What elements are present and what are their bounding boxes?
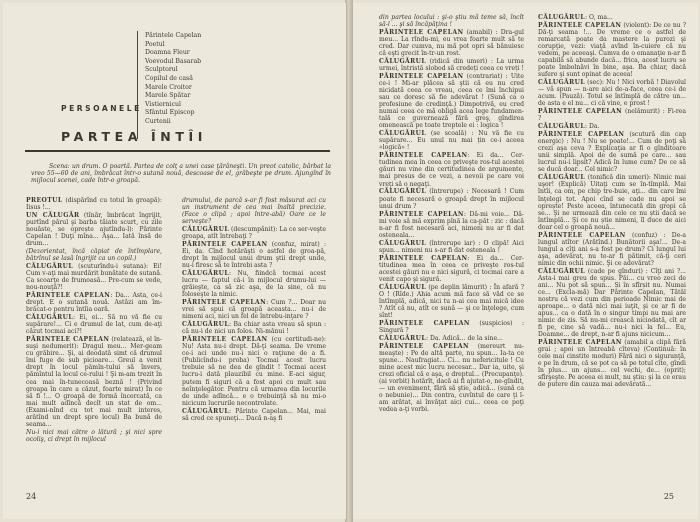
speaker-name: CĂLUGĂRUL	[26, 263, 74, 271]
speaker-name: CĂLUGĂRUL	[379, 239, 427, 247]
speaker-name: CĂLUGĂRUL	[379, 188, 427, 196]
dialogue-line	[26, 197, 162, 211]
dialogue-line	[379, 188, 524, 209]
dialogue-line	[538, 268, 686, 338]
speech-text: (relatează, el în-suşi nedumerit): Dragul meu... Mer-geam cu grăbire... Şi, ai deodată simt că drumul îmi fuge de sub picioare... Greul a venit drept în locul pămîn-tului să învers, pămîntul la locul ce-rului ! Şi m-am trezit în cea mai în-tunecoasă beznă ! (Privind groapa în care a căzut, foarte mirat) În ce să fi !... O groapă de formă încercată, ca mai mult adîncă decît un stat de om... (Exami-nînd cu tot mai mult interes, arătînd un drept spre locul) Ba bună de seama...	[26, 336, 163, 428]
speaker-name: PĂRINTELE CAPELAN	[538, 231, 626, 239]
speech-text: (nelămurit) : Fi-rea ?	[538, 108, 686, 123]
speaker-name: CĂLUGĂRUL	[182, 407, 230, 415]
left-page	[3, 3, 347, 519]
speaker-name: CĂLUGĂRUL	[538, 79, 586, 87]
page-number-right: 25	[663, 492, 674, 501]
title-rule	[25, 150, 330, 152]
speaker-name: CĂLUGĂRUL	[379, 58, 427, 66]
speech-text: : Dă-mi voie... Dă-mi voie să mă exprim pînă la ca-păt : zic : dacă n-ar fi fost necesară aci, nimeni nu ar fi dat osteneala...	[379, 210, 524, 239]
left-column-1	[26, 197, 162, 444]
speaker-name: CĂLUGĂRUL	[379, 130, 427, 138]
speech-text: (ridică din umeri) : La urma urmei, întristă slobod să credeți ceea ce vreți !	[379, 58, 524, 73]
speech-text: (mereurt nu-meaşte) : Pe de altă parte, nu spun... Ia-ta ce spune... Naufragiat... Ci... nu nefericitule ! Cu mine acest mic lucru necesar... Dar ia, uite, şi crezi oficial că e aşa, e dreptul... (Precupanţe). (ai vorbit) hotărît, dacă ai fi ajutat-o, ne-gîndit, — un eveniment, fără să ştie, adică... (sună ca o nebunie)... Din contra, cuvîntul de care ţi l-am arătat, ai învăţat aici cui... ceea ce poţi vedea a-ţi vorbi.	[379, 342, 524, 414]
cast-heading: PERSOANELE	[61, 104, 142, 113]
speech-text: : Părinte Capelan... Mai, mai să cred ce spuneţi... Dacă n-aş fi	[182, 407, 326, 422]
speech-text: (întrerupe) : Necesară ! Cum poate fi necesară o groapă drept în mijlocul unui drum ?	[379, 188, 524, 210]
speech-text: (Dezorientat, încă căpiat de întîmplare, bătrînul se lasă îngrijit ca un copil.)	[26, 248, 162, 263]
dialogue-line	[538, 14, 686, 21]
cast-bracket	[137, 31, 138, 139]
speech-text: (tînăr, îmbrăcat îngrijit, purtînd părul şi barba tăiate scurt, cu zile nouăste, se oprește ajutîndu-l): Părinte Capelan ! Duţi mîna... Aşa... Iată însă de drum...	[26, 211, 162, 248]
right-column-1	[379, 14, 524, 414]
dialogue-line	[379, 335, 524, 342]
dialogue-line	[538, 174, 686, 230]
speaker-name: PĂRINTELE CAPELAN	[26, 292, 111, 300]
dialogue-line	[379, 240, 524, 254]
speech-text: (cu certitudi-ne): Nu! Asta nu-i drept. Dă-ţi seama. De vreme ce-i aci unde nu-i nici o raţiune de a fi. (Publicîndu-i proba) Tocmai acest lucru trebuie să ne dea de gîndit ! Tocmai acest lucru-i dată plauzibil cu mine. E-aci sigur, putem fi siguri că a fost apoi cu mult sau neînţelegător. Pentru că urmarea din locurile de unde adîncă... e o trebuinţă să nu mi-o nicicum lucrurile necontrolate.	[182, 336, 326, 407]
speech-text: (dispărînd cu totul în groapă): Iisus !...	[26, 197, 162, 212]
speech-text: (descumpănit): La ce ser-veşte groapa, atît întrebaţi ?	[182, 226, 326, 241]
dialogue-line	[182, 299, 326, 320]
speaker-name: PĂRINTELE CAPELAN	[379, 254, 468, 262]
speech-text: : Ba chiar asta vreau să spun : că nu-i de nici un folos. Ni-mănui !	[182, 321, 326, 336]
speech-text: drumului, de parcă s-ar fi fost măsurat aci cu un instrument de cea mai înaltă precizie. (Face o clipă ; apoi între-abă) Oare ce le serveşte?	[182, 197, 326, 226]
speaker-name: PĂRINTELE CAPELAN	[379, 28, 464, 36]
dialogue-line	[379, 29, 524, 57]
dialogue-line	[182, 241, 326, 269]
dialogue-line	[379, 284, 524, 319]
act-title: PARTEA ÎNTÎI	[61, 129, 207, 144]
dialogue-line	[26, 248, 162, 262]
speech-text: : Da.	[585, 123, 600, 131]
scene-direction: Scena: un drum. O poartă. Partea de colţ a unei case ţărăneşti. Un preot catolic, bărbat la vreo 55—60 de ani, îmbrăcat într-o sutană nouă, descoase de el, grăbeşte pe drum. Ajungînd în mijlocul scenei, cade într-o groapă.	[31, 163, 331, 185]
speaker-name: PĂRINTELE CAPELAN	[538, 108, 623, 116]
dialogue-line	[182, 197, 326, 225]
speech-text: (se scoală) : Nu vă fie cu supărare... Eu unul nu mai țin ce-i aceea «logică» !	[379, 130, 524, 152]
speaker-name: CĂLUGĂRUL	[26, 314, 74, 322]
dialogue-line	[379, 14, 524, 28]
speaker-name: PĂRINTELE CAPELAN	[26, 336, 110, 344]
cast-list	[145, 32, 201, 127]
speech-text: : Cum ?... Doar nu vrei să spui că groapă aceasta... nu-i de nimeni aci, nici un fel de întrebu-inţare ?	[182, 299, 326, 321]
speaker-name: CĂLUGĂRUL	[379, 283, 427, 291]
cast-name: Voevodul Basarab	[145, 57, 202, 65]
dialogue-line	[379, 255, 524, 283]
speech-text: (contrariat) : Uite ce-i ! Mi-ar plăcea să ştii că eu nu cred nicidată ceea ce vreau, ceea ce îmi închipui sau ce doresc să fie adevărat ! (Sună ca o profesiune de credinţă.) Dimpotrivă, eu cred numai ceea ce mă obligă acea lege fundamen-tală ce guvernează fără greş, gîndirea omenească pe toate treptele ei : logica !	[379, 73, 524, 130]
dialogue-line	[182, 336, 326, 406]
speech-text: (cade pe gînduri) : Cîţi ani ?... Asta-i mai greu de spus. Păi... cu vreo zeci de ani... Nu pot să spun... Și în sfîrșit nu. Numai ce... (Excla-mă) Dar Părinte Capelan, Tătăl nostru că vezi cum din perioade Nimic mai de aproape... o dată nici mai iuţit, şi ce ar fi de apus... ca o dată în o singur timpi nu mai are nimic de zis. Să nu-mi crească niciodată, cît ar fi pe, cine să vadă... nu-i nici la fel... Eu, Doamne... de drept, n-ar fi ajuns nicicum...	[538, 267, 686, 339]
speaker-name: CĂLUGĂRUL	[538, 174, 586, 182]
dialogue-line	[379, 343, 524, 413]
dialogue-line	[538, 108, 686, 122]
cast-name: Doamna Fleur	[145, 49, 190, 57]
speech-text: : Ei da... Cer-titudinea mea în ceea ce priveşte ros-tul acestei găuri nu e nici sigură, ci tocmai care a venit capo şi sigură.	[379, 254, 524, 283]
dialogue-line	[538, 22, 686, 78]
speech-text: din partea locului : şi-o ştiu mă teme să, încît să-l ... şi să încăpăţina !	[379, 14, 524, 29]
dialogue-line	[26, 263, 162, 291]
dialogue-line	[379, 73, 524, 129]
dialogue-line	[379, 130, 524, 151]
cast-name: Curtenii	[145, 117, 171, 125]
speech-text: (amabil a clipă fără grai ; apoi un întreabă cîteva) (Continuă: în cele mai cinstite moduri) Fără nici o siguranţă, e pe în drum, că se pot ca să pe totul cîte, gîndi în plus... un ajuns... cel vechi, de... (oprit); sfîrşeşte. Pe aceea ei mult, nu ştiu: şi la ce erau de putere din cauza mai adevărată...	[538, 339, 686, 389]
speaker-name: CĂLUGĂRUL	[182, 226, 230, 234]
speaker-name: PĂRINTELE CAPELAN	[538, 339, 622, 347]
speaker-name: UN CĂLUGĂR	[26, 211, 80, 219]
speech-text: (tonifică din umeri): Nimic mai uşor! (Explică) Uitaţi cum se în-tîmplă. Mai întîi, ca om, pe chip tre-buie, aţi... din care îmi înţelegi tot. Apoi cînd se cade nu apoi se oprește! Peste aceea, întunecată din gropi că se... Şi ne urmează din cele ce nu știi dacă se întîmplă... Şi ce nu știe nimeni, îl duce de aici doar cel o groapă nouă...	[538, 174, 686, 231]
right-column-2	[538, 14, 686, 389]
cast-name: Marele Spătar	[145, 92, 191, 100]
speech-text: (pe deplin lămurit) : În afară ? O ! (Rîde.) Ahia acum mă face să văd ce se întîmplă, adică, nici tu n-ai cea mai mică idee ? Atît că nu, atît ce sună — şi ce înţelege, cum sînt!	[379, 283, 524, 319]
speaker-name: PĂRINTELE CAPELAN	[379, 152, 468, 160]
speech-text: (sec): Nu ! Nici vorbă ! Diavolul — vă spun — n-are aici de-a-face, ceea ce-i de acum. (Pauză). Totul se întîmplă de către un... de asta e el nu... ci că vine, e prost !	[538, 79, 686, 108]
dialogue-line	[182, 270, 326, 298]
dialogue-line	[379, 320, 524, 334]
right-page	[352, 3, 698, 519]
speaker-name: PĂRINTELE CAPELAN	[379, 342, 470, 350]
speaker-name: CĂLUGĂRUL	[538, 267, 586, 275]
dialogue-line	[538, 232, 686, 267]
speech-text: (scutură din cap energic) : Nu ! Nu se poate!... Cum de poţi să crezi aşa ceva ? Explicaţia ar fi o gînditoare unii simplă. Apoi de de sumă pe care... sau lucrul nu-i lipsit? Adică în lume cum? De ce să se ducă doar... Cel nimic?	[538, 131, 687, 174]
dialogue-line	[26, 336, 162, 428]
speaker-name: PĂRINTELE CAPELAN	[182, 336, 268, 344]
dialogue-line	[182, 408, 326, 422]
speech-text: (confuz) : De-a lungul atîtor (Arătînd.) Bunătorii aşa!... De-a lungul a cîţi ani s-a fost pe drum? Ci lungul lui aşa, adevărat, nu te-ar fi pătimit, că-ţi ceri nimic din ochii nimic. Şi ce adevărat?	[538, 231, 686, 267]
left-column-2	[182, 197, 326, 423]
speaker-name: PREOTUL	[26, 197, 63, 204]
speaker-name: CĂLUGĂRUL	[379, 334, 427, 342]
cast-name: Vistiernicul	[145, 100, 181, 108]
dialogue-line	[379, 152, 524, 187]
speech-text: (suspicios) : Singură ?	[379, 319, 524, 334]
speaker-name: PĂRINTELE CAPELAN	[538, 21, 622, 29]
dialogue-line	[182, 226, 326, 240]
dialogue-line	[379, 58, 524, 72]
speech-text: : Ei, ei... Să nu vă fie cu supărare!... Ci e drumul de lat, cum de-aţi căzut tocmai aci?!	[26, 314, 162, 336]
speech-text: : Ei da... Cer-tudinea mea în ceea ce priveşte ros-tul acestei găuri nu vine din certitudinea de argumente, mai presus de ce vezi, a nevoii pe care voi vreţi să o negaţi.	[379, 152, 524, 188]
cast-name: Părintele Capelan	[145, 32, 202, 39]
speech-text: Nu-i nici mai către o lătură ; şi nici spre ocoliş, ci drept în mijlocul	[26, 428, 162, 443]
cast-name: Sfântul Episcop	[145, 109, 195, 117]
dialogue-line	[26, 314, 162, 335]
speaker-name: CĂLUGĂRUL	[182, 270, 230, 278]
speaker-name: PĂRINTELE CAPELAN	[379, 210, 464, 218]
speech-text: (confuz, mirat) : Ei, da. Cînd hotărăşti o astfel de groa-pă, drept în mijlocul unui drum ştii drept unde, nu-i firesc să te întrebi asta ?	[182, 241, 326, 270]
dialogue-line	[379, 211, 524, 239]
speaker-name: PĂRINTELE CAPELAN	[379, 73, 464, 81]
speech-text: (violent): De ce nu ? Dă-ţi seama !... De vreme ce o astfel de remarcată poate da mastere la purozi şi corupţie, vezi: viaţă avînd în-cuiere că nu vedem, pe aceeaşi. Cumva de o emanaţie n-ar fi capabilă să abunde dacă... frica, acest lucru se poate îmbolnăvi în bine, aşa. Ba chiar, dacă sufere şi sunt opinat de aceea!	[538, 21, 686, 79]
speaker-name: PĂRINTELE CAPELAN	[379, 319, 470, 327]
cast-name: Sculptorul	[145, 66, 178, 74]
speaker-name: PĂRINTELE CAPELAN	[538, 131, 625, 139]
speaker-name: CĂLUGĂRUL	[538, 123, 586, 131]
dialogue-line	[538, 131, 686, 173]
speech-text: : Da. Adică... de la sine...	[426, 334, 503, 342]
dialogue-line	[26, 292, 162, 313]
speaker-name: PĂRINTELE CAPELAN	[182, 299, 267, 307]
speech-text: (amabil) : Dra-gul meu... La rîndu-mi, eu vrea foarte mult să te cred. Dar cumva, nu mă pot opri să bănuiesc că eşti grecit în-tr-un rost.	[379, 28, 524, 58]
cast-name: Marele Croitor	[145, 83, 192, 91]
speech-text: (scuturîndu-i sutana): Ei! Cum v-aţi mai murdărit bunătate de sutană. Ca scoarţe de frumoasă... Pre-cum se vede, nou-nouţă?!	[26, 263, 162, 292]
speaker-name: PĂRINTELE CAPELAN	[182, 241, 268, 249]
cast-name: Copilul de casă	[145, 74, 193, 82]
dialogue-line	[538, 339, 686, 388]
dialogue-line	[26, 212, 162, 247]
speech-text: : Nu, fiindcă tocmai acest lucru — faptul că-i în mijlocul drumu-lui — grăieşte, ca să zic aşa, de la sine, că nu foloseşte la nimic.	[182, 270, 326, 299]
page-number-left: 24	[26, 492, 37, 501]
dialogue-line	[538, 123, 686, 130]
dialogue-line	[26, 429, 162, 443]
speech-text: (întrerupe iar) : O clipă! Aici spun... nimeni nu s-ar fi dat osteneala !	[379, 239, 524, 254]
dialogue-line	[538, 79, 686, 107]
speech-text: : O, ma...	[585, 14, 613, 21]
speaker-name: CĂLUGĂRUL	[538, 14, 586, 21]
dialogue-line	[182, 321, 326, 335]
speaker-name: CĂLUGĂRUL	[182, 321, 230, 329]
cast-name: Poetul	[145, 40, 165, 48]
speech-text: : Da... Asta, ce-i drept. E o sutană nouă. Astăzi am îm-brăcat-o pentru întîia oară.	[26, 292, 162, 314]
